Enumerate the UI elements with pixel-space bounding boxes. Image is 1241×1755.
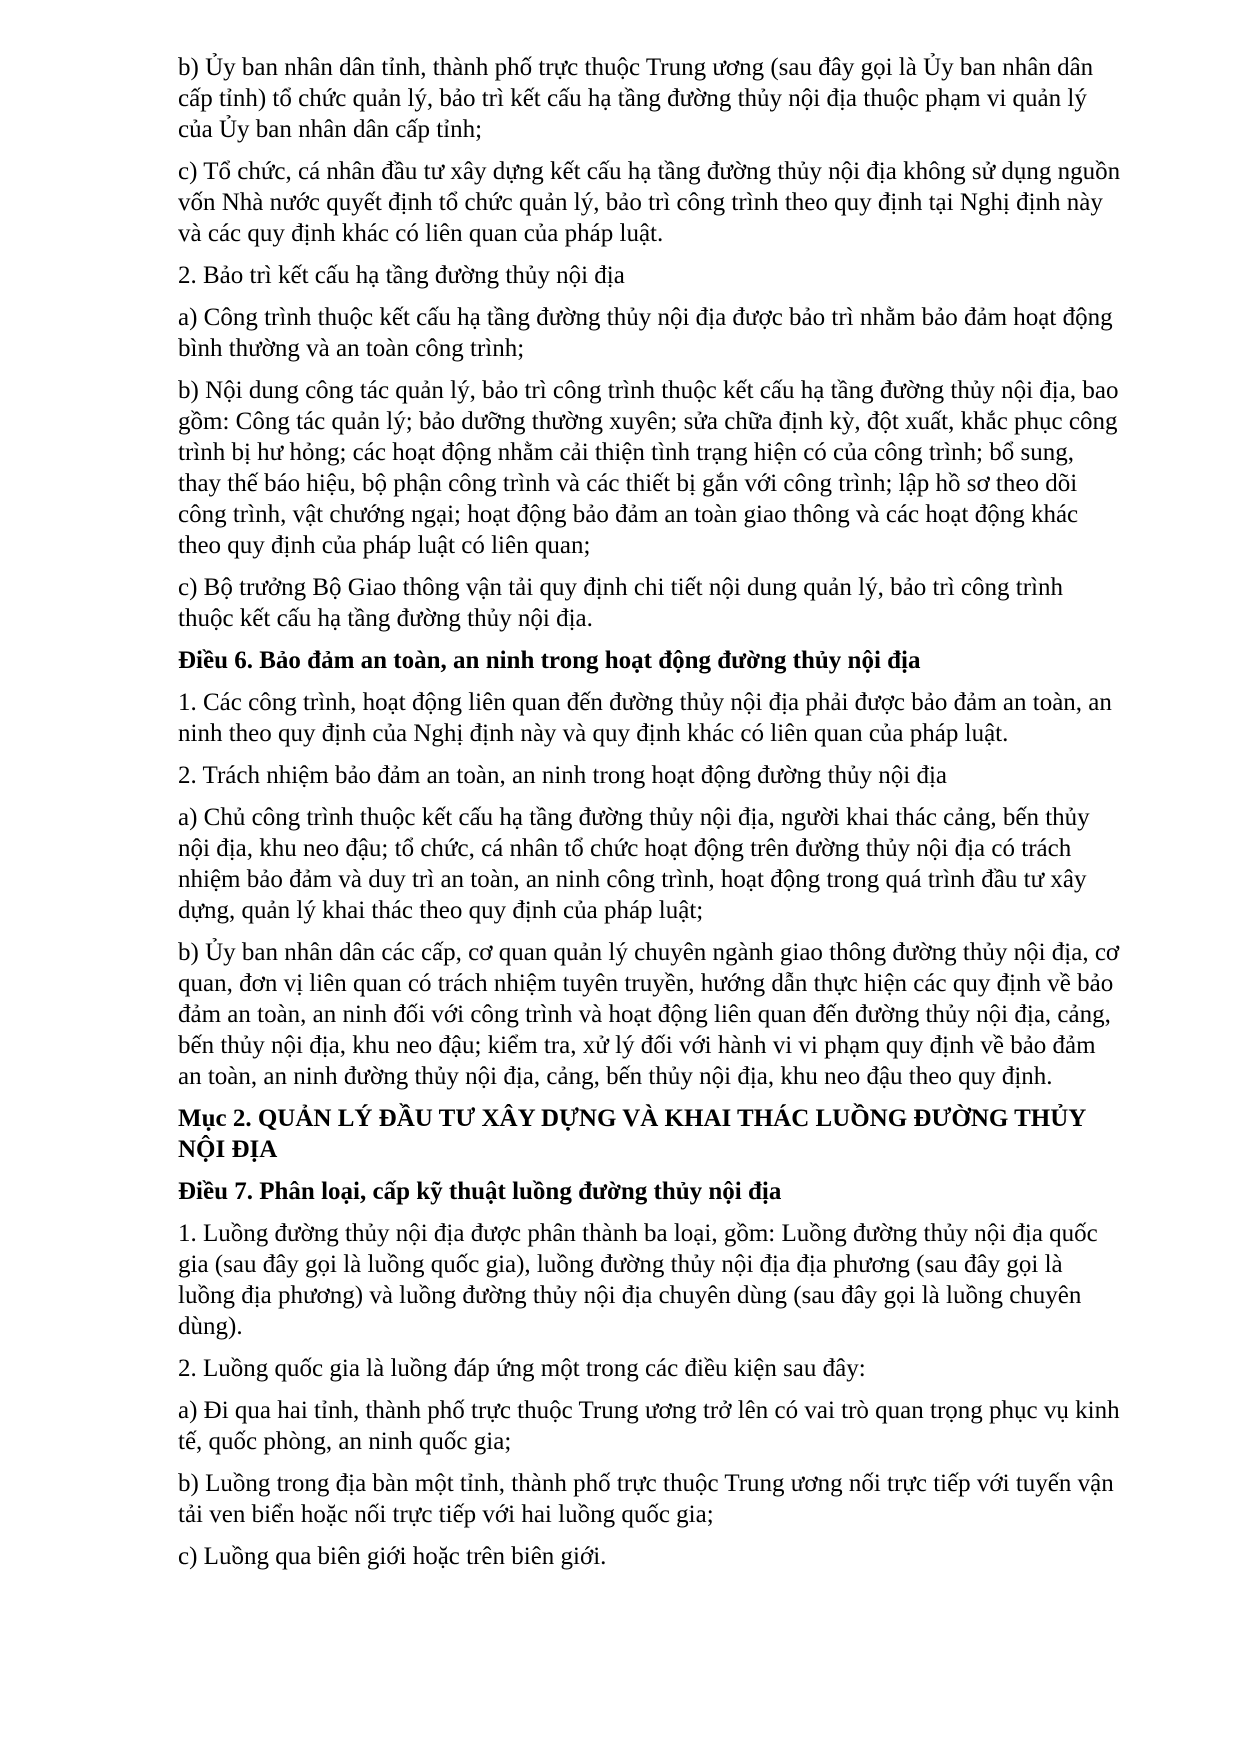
paragraph-7-2a: a) Đi qua hai tỉnh, thành phố trực thuộc Trung ương trở lên có vai trò quan trọng phục vụ kinh tế, quốc phòng, an ninh quốc gia;	[178, 1397, 1120, 1455]
paragraph-7-2c: c) Luồng qua biên giới hoặc trên biên giới.	[178, 1543, 607, 1570]
paragraph-5-1c: c) Tổ chức, cá nhân đầu tư xây dựng kết cấu hạ tầng đường thủy nội địa không sử dụng nguồn vốn Nhà nước quyết định tổ chức quản lý, bảo trì công trình theo quy định tại Nghị định này và các quy định khác có liên quan của pháp luật.	[178, 158, 1121, 247]
paragraph-6-2a: a) Chủ công trình thuộc kết cấu hạ tầng đường thủy nội địa, người khai thác cảng, bến thủy nội địa, khu neo đậu; tổ chức, cá nhân tổ chức hoạt động trên đường thủy nội địa có trách nhiệm bảo đảm và duy trì an toàn, an ninh công trình, hoạt động trong quá trình đầu tư xây dựng, quản lý khai thác theo quy định của pháp luật;	[178, 804, 1090, 924]
paragraph-7-2b: b) Luồng trong địa bàn một tỉnh, thành phố trực thuộc Trung ương nối trực tiếp với tuyến vận tải ven biển hoặc nối trực tiếp với hai luồng quốc gia;	[178, 1470, 1114, 1528]
paragraph-5-2b: b) Nội dung công tác quản lý, bảo trì công trình thuộc kết cấu hạ tầng đường thủy nội địa, bao gồm: Công tác quản lý; bảo dưỡng thường xuyên; sửa chữa định kỳ, đột xuất, khắc phục công trình bị hư hỏng; các hoạt động nhằm cải thiện tình trạng hiện có của công trình; bổ sung, thay thế báo hiệu, bộ phận công trình và các thiết bị gắn với công trình; lập hồ sơ theo dõi công trình, vật chướng ngại; hoạt động bảo đảm an toàn giao thông và các hoạt động khác theo quy định của pháp luật có liên quan;	[178, 377, 1119, 559]
paragraph-5-2c: c) Bộ trưởng Bộ Giao thông vận tải quy định chi tiết nội dung quản lý, bảo trì công trình thuộc kết cấu hạ tầng đường thủy nội địa.	[178, 574, 1063, 632]
paragraph-7-1: 1. Luồng đường thủy nội địa được phân thành ba loại, gồm: Luồng đường thủy nội địa quốc gia (sau đây gọi là luồng quốc gia), luồng đường thủy nội địa địa phương (sau đây gọi là luồng địa phương) và luồng đường thủy nội địa chuyên dùng (sau đây gọi là luồng chuyên dùng).	[178, 1220, 1098, 1340]
paragraph-6-2b: b) Ủy ban nhân dân các cấp, cơ quan quản lý chuyên ngành giao thông đường thủy nội địa, cơ quan, đơn vị liên quan có trách nhiệm tuyên truyền, hướng dẫn thực hiện các quy định về bảo đảm an toàn, an ninh đối với công trình và hoạt động liên quan đến đường thủy nội địa, cảng, bến thủy nội địa, khu neo đậu; kiểm tra, xử lý đối với hành vi vi phạm quy định về bảo đảm an toàn, an ninh đường thủy nội địa, cảng, bến thủy nội địa, khu neo đậu theo quy định.	[178, 939, 1120, 1090]
paragraph-5-2a: a) Công trình thuộc kết cấu hạ tầng đường thủy nội địa được bảo trì nhằm bảo đảm hoạt động bình thường và an toàn công trình;	[178, 304, 1113, 362]
paragraph-5-1b: b) Ủy ban nhân dân tỉnh, thành phố trực thuộc Trung ương (sau đây gọi là Ủy ban nhân dân cấp tỉnh) tổ chức quản lý, bảo trì kết cấu hạ tầng đường thủy nội địa thuộc phạm vi quản lý của Ủy ban nhân dân cấp tỉnh;	[178, 54, 1094, 143]
paragraph-6-2: 2. Trách nhiệm bảo đảm an toàn, an ninh trong hoạt động đường thủy nội địa	[178, 762, 948, 789]
article-6-heading: Điều 6. Bảo đảm an toàn, an ninh trong hoạt động đường thủy nội địa	[178, 647, 921, 674]
section-2-heading: Mục 2. QUẢN LÝ ĐẦU TƯ XÂY DỰNG VÀ KHAI THÁC LUỒNG ĐƯỜNG THỦY NỘI ĐỊA	[178, 1105, 1086, 1163]
paragraph-5-2: 2. Bảo trì kết cấu hạ tầng đường thủy nội địa	[178, 262, 625, 289]
article-7-heading: Điều 7. Phân loại, cấp kỹ thuật luồng đường thủy nội địa	[178, 1178, 782, 1205]
document-page	[178, 52, 1123, 1583]
paragraph-6-1: 1. Các công trình, hoạt động liên quan đến đường thủy nội địa phải được bảo đảm an toàn, an ninh theo quy định của Nghị định này và quy định khác có liên quan của pháp luật.	[178, 689, 1112, 747]
paragraph-7-2: 2. Luồng quốc gia là luồng đáp ứng một trong các điều kiện sau đây:	[178, 1355, 866, 1382]
